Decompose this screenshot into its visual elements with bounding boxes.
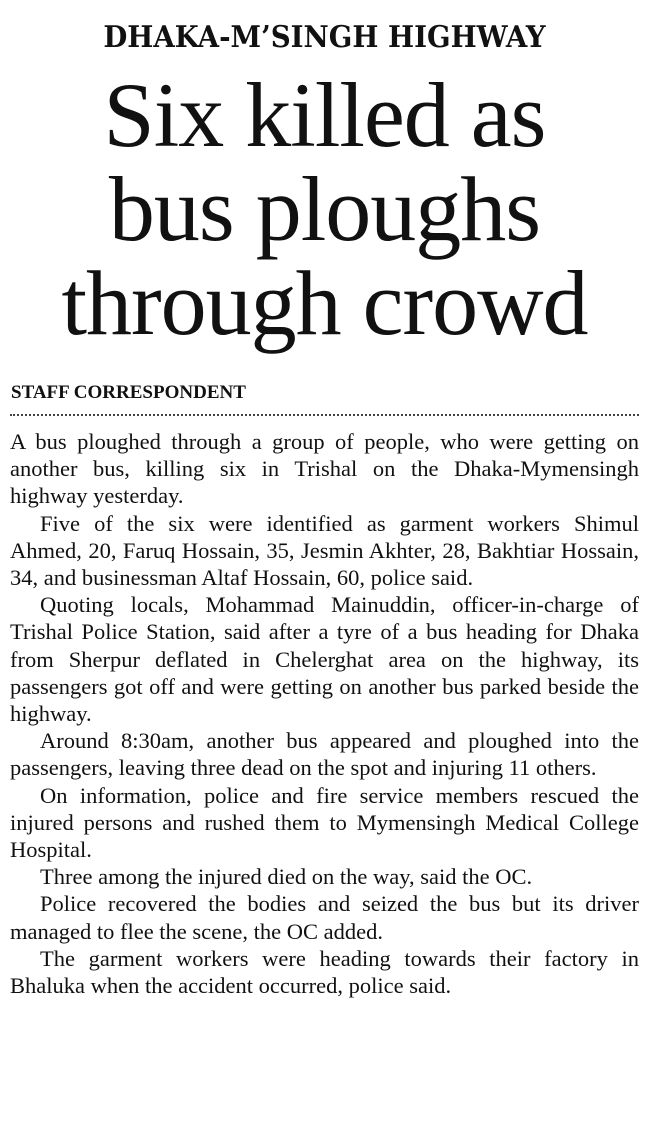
paragraph: Three among the injured died on the way, said the OC. [40,864,533,890]
paragraph: Five of the six were identified as garment workers Shimul Ahmed, 20, Faruq Hossain, 35, Jesmin Akhter, 28, Bakhtiar Hossain, 34, and businessman Altaf Hossain, 60, police said. [10,510,639,591]
paragraph: Around 8:30am, another bus appeared and ploughed into the passengers, leaving three dead on the spot and injuring 11 others. [10,728,639,781]
dotted-divider [10,414,639,416]
headline-line-2: bus ploughs [108,158,541,260]
byline: STAFF CORRESPONDENT [11,382,246,403]
paragraph: The garment workers were heading towards their factory in Bhaluka when the accident occurred, police said. [10,945,639,999]
paragraph: Police recovered the bodies and seized the bus but its driver managed to flee the scene, the OC added. [10,891,639,944]
paragraph: A bus ploughed through a group of people, who were getting on another bus, killing six in Trishal on the Dhaka-Mymensingh highway yesterday. [10,429,639,509]
paragraph: Quoting locals, Mohammad Mainuddin, officer-in-charge of Trishal Police Station, said after a tyre of a bus heading for Dhaka from Sherpur deflated in Chelerghat area on the highway, its passengers got off and were getting on another bus parked beside the highway. [10,592,639,727]
article-body [10,428,639,999]
headline [10,64,639,354]
kicker-heading: DHAKA-M’SINGH HIGHWAY [103,20,546,55]
paragraph: On information, police and fire service members rescued the injured persons and rushed them to Mymensingh Medical College Hospital. [10,782,639,863]
headline-line-3: through crowd [61,252,588,354]
headline-line-1: Six killed as [103,64,546,166]
